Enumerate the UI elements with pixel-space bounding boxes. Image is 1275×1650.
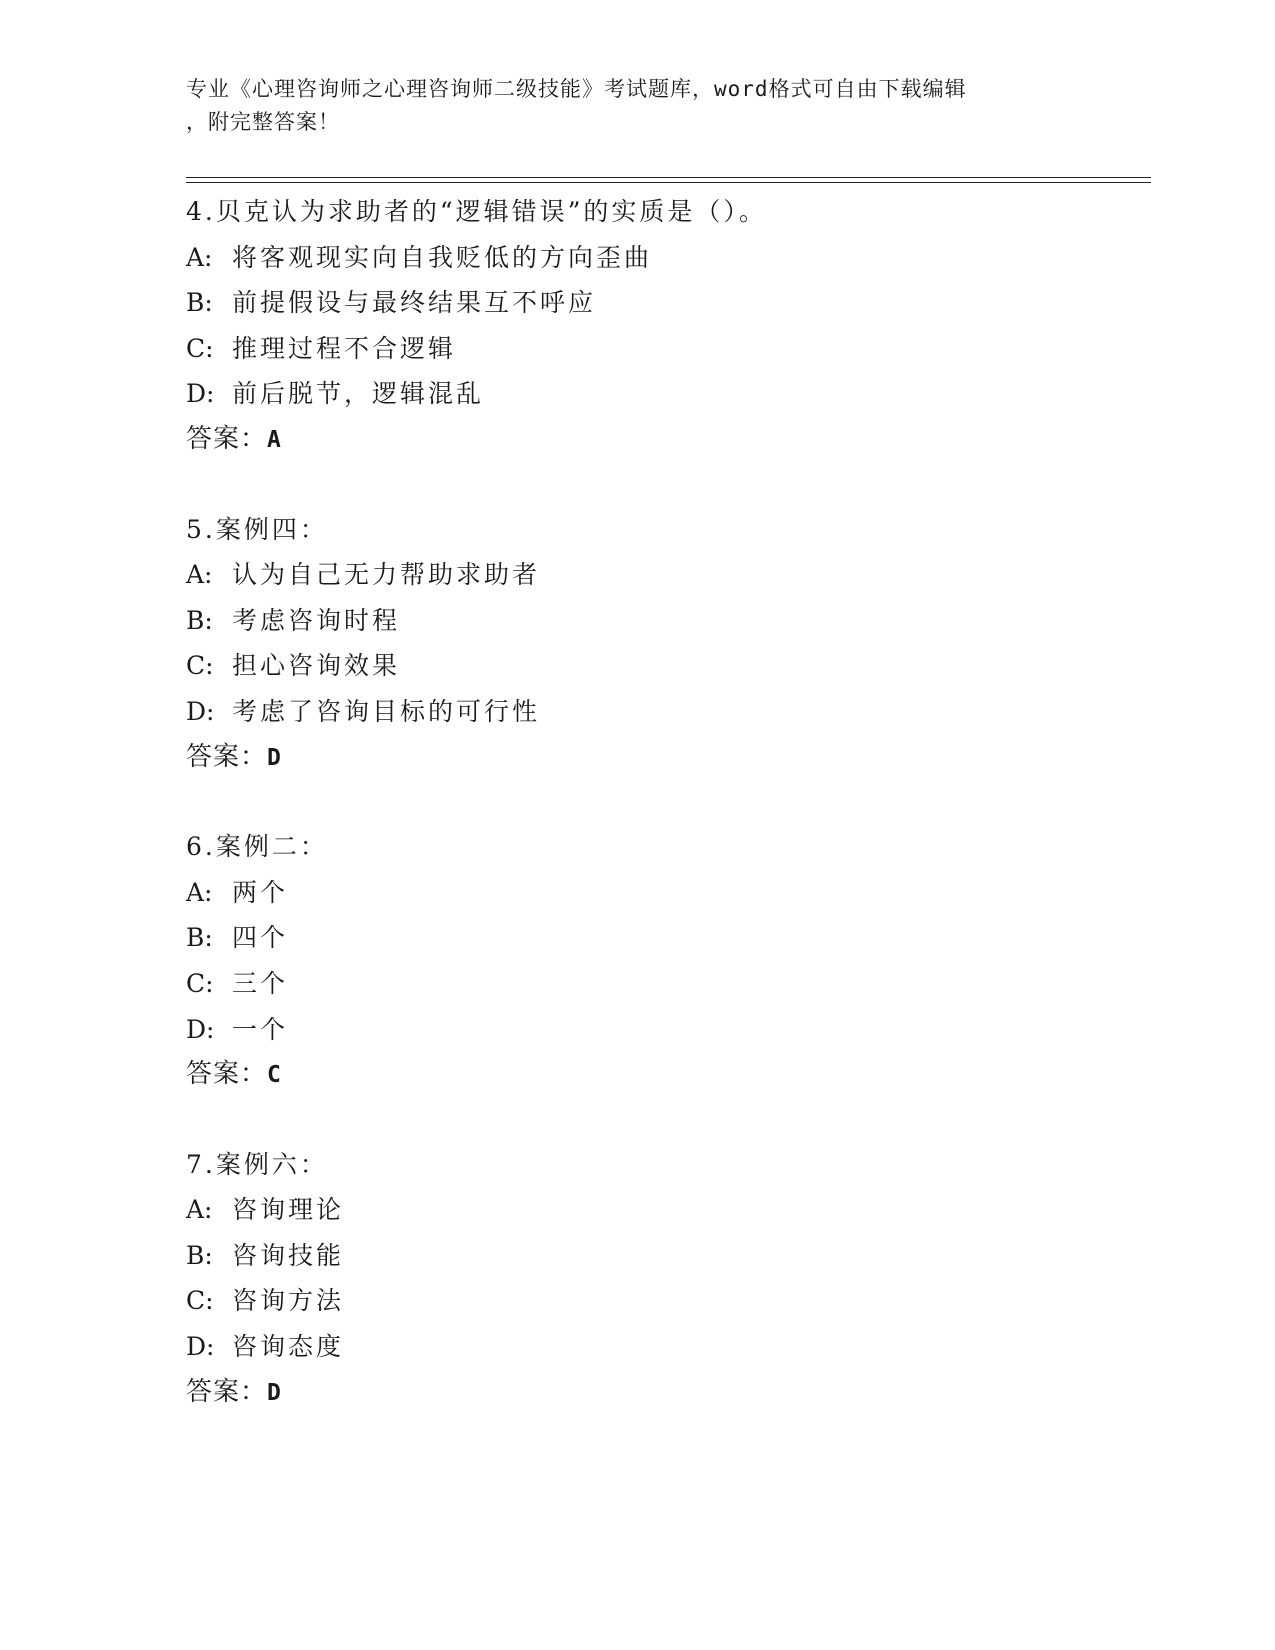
option-text: 咨询态度 [232, 1332, 345, 1362]
option-text: 考虑咨询时程 [232, 605, 401, 635]
option-text: 考虑了咨询目标的可行性 [232, 696, 541, 726]
option-d [186, 371, 1146, 417]
option-text: 一个 [232, 1014, 289, 1044]
answer-line [186, 417, 1146, 463]
answer-label: 答案： [186, 1376, 268, 1407]
answer-label: 答案： [186, 423, 268, 454]
option-c [186, 643, 1146, 689]
option-d [186, 1324, 1146, 1370]
option-label: B: [186, 1240, 213, 1270]
option-label: C: [186, 651, 214, 681]
option-text: 前后脱节，逻辑混乱 [232, 379, 485, 409]
option-label: D: [186, 1014, 215, 1044]
answer-value: A [267, 426, 282, 453]
question-stem: 6.案例二： [186, 832, 328, 862]
question-stem: 5.案例四： [186, 514, 328, 544]
document-header [186, 73, 1066, 139]
option-label: D: [186, 1332, 215, 1362]
answer-line [186, 735, 1146, 781]
option-label: B: [186, 923, 213, 953]
answer-line [186, 1052, 1146, 1098]
header-line-2: ，附完整答案！ [186, 110, 340, 134]
option-a [186, 235, 1146, 281]
option-label: A: [186, 877, 213, 907]
answer-value: C [267, 1062, 282, 1089]
header-line-1: 专业《心理咨询师之心理咨询师二级技能》考试题库，word格式可自由下载编辑 [186, 77, 967, 101]
option-text: 将客观现实向自我贬低的方向歪曲 [232, 242, 653, 272]
answer-line [186, 1370, 1146, 1416]
header-divider-bottom [186, 182, 1151, 183]
option-text: 认为自己无力帮助求助者 [232, 560, 541, 590]
option-b [186, 280, 1146, 326]
option-a [186, 1187, 1146, 1233]
option-b [186, 1233, 1146, 1279]
question-4 [186, 189, 1146, 463]
option-text: 推理过程不合逻辑 [232, 333, 457, 363]
option-text: 前提假设与最终结果互不呼应 [232, 288, 597, 318]
option-label: A: [186, 560, 213, 590]
option-label: C: [186, 968, 214, 998]
option-text: 担心咨询效果 [232, 651, 401, 681]
option-text: 四个 [232, 923, 289, 953]
question-list [186, 189, 1146, 1459]
answer-value: D [267, 744, 282, 771]
option-text: 三个 [232, 968, 289, 998]
option-label: D: [186, 379, 215, 409]
option-a [186, 870, 1146, 916]
option-text: 两个 [232, 877, 289, 907]
option-label: A: [186, 1195, 213, 1225]
option-label: A: [186, 242, 213, 272]
option-b [186, 598, 1146, 644]
answer-label: 答案： [186, 741, 268, 772]
answer-label: 答案： [186, 1059, 268, 1090]
option-label: B: [186, 288, 213, 318]
option-c [186, 1278, 1146, 1324]
question-6 [186, 824, 1146, 1098]
header-divider-top [186, 177, 1151, 178]
option-label: C: [186, 1286, 214, 1316]
option-c [186, 326, 1146, 372]
question-stem: 7.案例六： [186, 1149, 328, 1179]
question-7 [186, 1142, 1146, 1416]
option-c [186, 961, 1146, 1007]
option-d [186, 689, 1146, 735]
answer-value: D [267, 1379, 282, 1406]
question-stem: 4.贝克认为求助者的“逻辑错误”的实质是（）。 [186, 197, 767, 226]
option-label: D: [186, 696, 215, 726]
option-a [186, 552, 1146, 598]
option-label: C: [186, 333, 214, 363]
option-d [186, 1007, 1146, 1053]
option-text: 咨询技能 [232, 1240, 345, 1270]
option-text: 咨询方法 [232, 1286, 345, 1316]
question-5 [186, 507, 1146, 781]
option-label: B: [186, 605, 213, 635]
option-text: 咨询理论 [232, 1195, 345, 1225]
option-b [186, 915, 1146, 961]
